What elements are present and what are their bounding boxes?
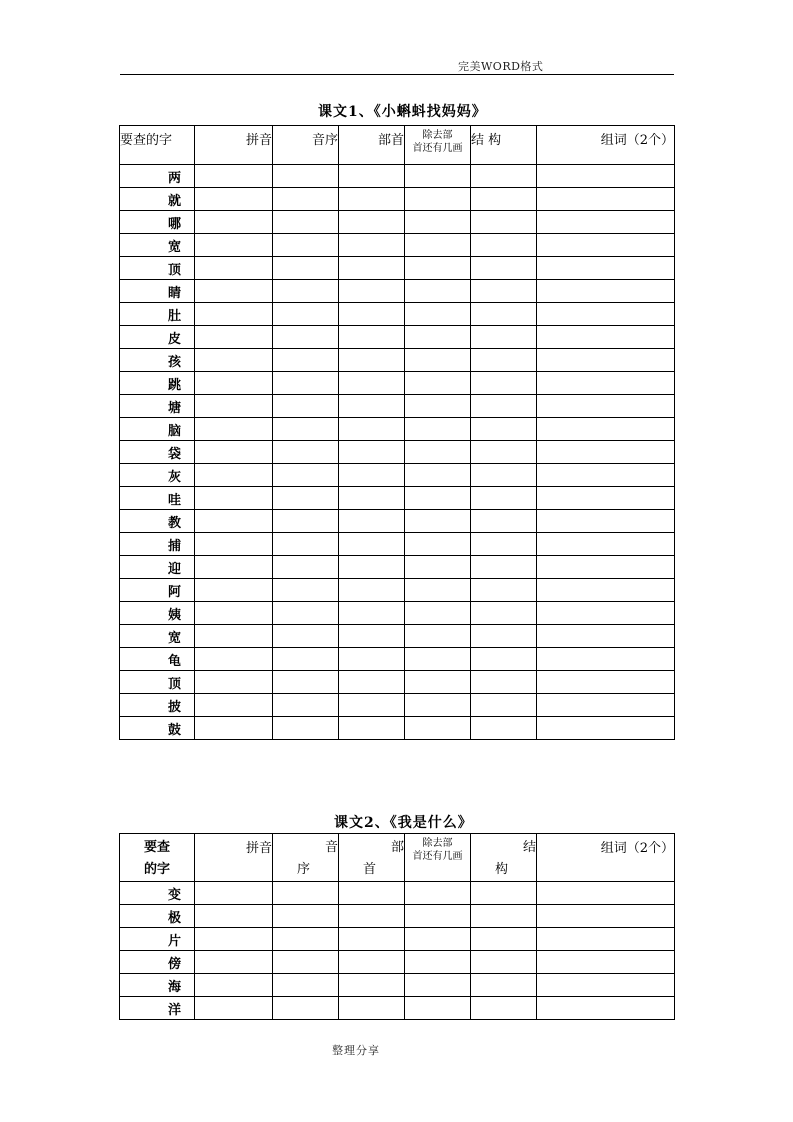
structure-cell[interactable] bbox=[471, 188, 537, 211]
strokes-cell[interactable] bbox=[405, 441, 471, 464]
header-char-line1: 要查 bbox=[143, 840, 170, 855]
pinyin-cell[interactable] bbox=[195, 974, 273, 997]
table-row bbox=[120, 974, 675, 997]
header-order: 音序 bbox=[273, 126, 339, 165]
order-cell[interactable] bbox=[273, 165, 339, 188]
order-cell[interactable] bbox=[273, 487, 339, 510]
strokes-cell[interactable] bbox=[405, 510, 471, 533]
order-cell[interactable] bbox=[273, 974, 339, 997]
strokes-cell[interactable] bbox=[405, 579, 471, 602]
order-cell[interactable] bbox=[273, 648, 339, 671]
pinyin-cell[interactable] bbox=[195, 717, 273, 740]
pinyin-cell[interactable] bbox=[195, 464, 273, 487]
header-char: 要查的字 bbox=[120, 126, 195, 165]
radical-cell[interactable] bbox=[339, 211, 405, 234]
radical-cell[interactable] bbox=[339, 326, 405, 349]
table-row bbox=[120, 625, 675, 648]
radical-cell[interactable] bbox=[339, 625, 405, 648]
char-cell: 片 bbox=[120, 928, 195, 951]
table-row bbox=[120, 905, 675, 928]
char-cell: 变 bbox=[120, 882, 195, 905]
words-cell[interactable] bbox=[537, 882, 675, 905]
header-words: 组词（2个） bbox=[537, 834, 675, 882]
table-row bbox=[120, 717, 675, 740]
order-cell[interactable] bbox=[273, 997, 339, 1020]
strokes-cell[interactable] bbox=[405, 951, 471, 974]
order-cell[interactable] bbox=[273, 326, 339, 349]
table-row bbox=[120, 234, 675, 257]
structure-cell[interactable] bbox=[471, 487, 537, 510]
table-row bbox=[120, 395, 675, 418]
radical-cell[interactable] bbox=[339, 257, 405, 280]
pinyin-cell[interactable] bbox=[195, 510, 273, 533]
char-cell: 海 bbox=[120, 974, 195, 997]
words-cell[interactable] bbox=[537, 533, 675, 556]
lesson2-title: 课文2、《我是什么》 bbox=[334, 815, 473, 831]
table-row bbox=[120, 533, 675, 556]
order-cell[interactable] bbox=[273, 211, 339, 234]
radical-cell[interactable] bbox=[339, 556, 405, 579]
radical-cell[interactable] bbox=[339, 882, 405, 905]
structure-cell[interactable] bbox=[471, 372, 537, 395]
char-cell: 哪 bbox=[120, 211, 195, 234]
strokes-cell[interactable] bbox=[405, 905, 471, 928]
char-cell: 顶 bbox=[120, 257, 195, 280]
order-cell[interactable] bbox=[273, 464, 339, 487]
char-cell: 哇 bbox=[120, 487, 195, 510]
pinyin-cell[interactable] bbox=[195, 303, 273, 326]
table-row bbox=[120, 928, 675, 951]
structure-cell[interactable] bbox=[471, 648, 537, 671]
char-cell: 肚 bbox=[120, 303, 195, 326]
pinyin-cell[interactable] bbox=[195, 928, 273, 951]
table-row bbox=[120, 671, 675, 694]
header-pinyin: 拼音 bbox=[195, 834, 273, 882]
strokes-cell[interactable] bbox=[405, 280, 471, 303]
structure-cell[interactable] bbox=[471, 418, 537, 441]
pinyin-cell[interactable] bbox=[195, 579, 273, 602]
words-cell[interactable] bbox=[537, 487, 675, 510]
order-cell[interactable] bbox=[273, 395, 339, 418]
header-radical-line2: 首 bbox=[363, 862, 377, 877]
pinyin-cell[interactable] bbox=[195, 694, 273, 717]
char-cell: 宽 bbox=[120, 625, 195, 648]
order-cell[interactable] bbox=[273, 625, 339, 648]
header-strokes-line2: 首还有几画 bbox=[412, 851, 463, 862]
structure-cell[interactable] bbox=[471, 671, 537, 694]
words-cell[interactable] bbox=[537, 464, 675, 487]
radical-cell[interactable] bbox=[339, 974, 405, 997]
structure-cell[interactable] bbox=[471, 951, 537, 974]
header-char-line2: 的字 bbox=[143, 862, 170, 877]
char-cell: 鼓 bbox=[120, 717, 195, 740]
header-radical bbox=[339, 834, 405, 882]
radical-cell[interactable] bbox=[339, 165, 405, 188]
header-strokes-line1: 除去部 bbox=[422, 838, 453, 849]
structure-cell[interactable] bbox=[471, 303, 537, 326]
strokes-cell[interactable] bbox=[405, 556, 471, 579]
strokes-cell[interactable] bbox=[405, 303, 471, 326]
order-cell[interactable] bbox=[273, 717, 339, 740]
radical-cell[interactable] bbox=[339, 717, 405, 740]
pinyin-cell[interactable] bbox=[195, 257, 273, 280]
header-strokes bbox=[405, 834, 471, 882]
char-cell: 极 bbox=[120, 905, 195, 928]
words-cell[interactable] bbox=[537, 372, 675, 395]
char-cell: 跳 bbox=[120, 372, 195, 395]
radical-cell[interactable] bbox=[339, 234, 405, 257]
words-cell[interactable] bbox=[537, 395, 675, 418]
radical-cell[interactable] bbox=[339, 487, 405, 510]
words-cell[interactable] bbox=[537, 280, 675, 303]
words-cell[interactable] bbox=[537, 349, 675, 372]
strokes-cell[interactable] bbox=[405, 234, 471, 257]
table-row bbox=[120, 997, 675, 1020]
order-cell[interactable] bbox=[273, 579, 339, 602]
table-row bbox=[120, 882, 675, 905]
lesson2-header-row bbox=[120, 834, 675, 882]
lesson1-title: 课文1、《小蝌蚪找妈妈》 bbox=[318, 104, 487, 120]
char-cell: 捕 bbox=[120, 533, 195, 556]
structure-cell[interactable] bbox=[471, 349, 537, 372]
char-cell: 傍 bbox=[120, 951, 195, 974]
lesson2-table bbox=[119, 833, 675, 1020]
table-row bbox=[120, 326, 675, 349]
table-row bbox=[120, 211, 675, 234]
pinyin-cell[interactable] bbox=[195, 349, 273, 372]
header-strokes-line2: 首还有几画 bbox=[412, 143, 463, 154]
header-structure: 结 构 bbox=[471, 126, 537, 165]
structure-cell[interactable] bbox=[471, 997, 537, 1020]
table-row bbox=[120, 372, 675, 395]
lesson1-header-row bbox=[120, 126, 675, 165]
pinyin-cell[interactable] bbox=[195, 648, 273, 671]
table-row bbox=[120, 349, 675, 372]
strokes-cell[interactable] bbox=[405, 211, 471, 234]
words-cell[interactable] bbox=[537, 951, 675, 974]
order-cell[interactable] bbox=[273, 694, 339, 717]
strokes-cell[interactable] bbox=[405, 671, 471, 694]
radical-cell[interactable] bbox=[339, 464, 405, 487]
table-row bbox=[120, 510, 675, 533]
radical-cell[interactable] bbox=[339, 372, 405, 395]
table-row bbox=[120, 303, 675, 326]
char-cell: 塘 bbox=[120, 395, 195, 418]
char-cell: 阿 bbox=[120, 579, 195, 602]
words-cell[interactable] bbox=[537, 556, 675, 579]
order-cell[interactable] bbox=[273, 188, 339, 211]
pinyin-cell[interactable] bbox=[195, 533, 273, 556]
radical-cell[interactable] bbox=[339, 418, 405, 441]
strokes-cell[interactable] bbox=[405, 188, 471, 211]
radical-cell[interactable] bbox=[339, 349, 405, 372]
table-row bbox=[120, 441, 675, 464]
table-row bbox=[120, 280, 675, 303]
pinyin-cell[interactable] bbox=[195, 418, 273, 441]
structure-cell[interactable] bbox=[471, 602, 537, 625]
structure-cell[interactable] bbox=[471, 928, 537, 951]
words-cell[interactable] bbox=[537, 510, 675, 533]
order-cell[interactable] bbox=[273, 882, 339, 905]
pinyin-cell[interactable] bbox=[195, 280, 273, 303]
strokes-cell[interactable] bbox=[405, 694, 471, 717]
structure-cell[interactable] bbox=[471, 625, 537, 648]
structure-cell[interactable] bbox=[471, 882, 537, 905]
strokes-cell[interactable] bbox=[405, 395, 471, 418]
strokes-cell[interactable] bbox=[405, 717, 471, 740]
radical-cell[interactable] bbox=[339, 395, 405, 418]
char-cell: 皮 bbox=[120, 326, 195, 349]
strokes-cell[interactable] bbox=[405, 372, 471, 395]
pinyin-cell[interactable] bbox=[195, 234, 273, 257]
header-radical-line1: 部 bbox=[390, 840, 404, 855]
strokes-cell[interactable] bbox=[405, 349, 471, 372]
words-cell[interactable] bbox=[537, 188, 675, 211]
radical-cell[interactable] bbox=[339, 533, 405, 556]
header-structure-line2: 构 bbox=[495, 862, 509, 877]
radical-cell[interactable] bbox=[339, 441, 405, 464]
table-row bbox=[120, 602, 675, 625]
table-row bbox=[120, 464, 675, 487]
order-cell[interactable] bbox=[273, 303, 339, 326]
words-cell[interactable] bbox=[537, 211, 675, 234]
table-row bbox=[120, 579, 675, 602]
pinyin-cell[interactable] bbox=[195, 951, 273, 974]
char-cell: 教 bbox=[120, 510, 195, 533]
strokes-cell[interactable] bbox=[405, 625, 471, 648]
structure-cell[interactable] bbox=[471, 211, 537, 234]
table-row bbox=[120, 418, 675, 441]
table-row bbox=[120, 694, 675, 717]
char-cell: 就 bbox=[120, 188, 195, 211]
radical-cell[interactable] bbox=[339, 648, 405, 671]
pinyin-cell[interactable] bbox=[195, 671, 273, 694]
header-radical: 部首 bbox=[339, 126, 405, 165]
structure-cell[interactable] bbox=[471, 326, 537, 349]
words-cell[interactable] bbox=[537, 974, 675, 997]
char-cell: 迎 bbox=[120, 556, 195, 579]
order-cell[interactable] bbox=[273, 234, 339, 257]
header-structure bbox=[471, 834, 537, 882]
structure-cell[interactable] bbox=[471, 974, 537, 997]
words-cell[interactable] bbox=[537, 326, 675, 349]
order-cell[interactable] bbox=[273, 928, 339, 951]
char-cell: 披 bbox=[120, 694, 195, 717]
radical-cell[interactable] bbox=[339, 671, 405, 694]
order-cell[interactable] bbox=[273, 556, 339, 579]
pinyin-cell[interactable] bbox=[195, 441, 273, 464]
char-cell: 宽 bbox=[120, 234, 195, 257]
order-cell[interactable] bbox=[273, 280, 339, 303]
radical-cell[interactable] bbox=[339, 928, 405, 951]
header-order bbox=[273, 834, 339, 882]
words-cell[interactable] bbox=[537, 303, 675, 326]
structure-cell[interactable] bbox=[471, 280, 537, 303]
words-cell[interactable] bbox=[537, 928, 675, 951]
words-cell[interactable] bbox=[537, 579, 675, 602]
pinyin-cell[interactable] bbox=[195, 372, 273, 395]
order-cell[interactable] bbox=[273, 418, 339, 441]
structure-cell[interactable] bbox=[471, 905, 537, 928]
strokes-cell[interactable] bbox=[405, 326, 471, 349]
char-cell: 袋 bbox=[120, 441, 195, 464]
order-cell[interactable] bbox=[273, 349, 339, 372]
radical-cell[interactable] bbox=[339, 188, 405, 211]
radical-cell[interactable] bbox=[339, 997, 405, 1020]
char-cell: 姨 bbox=[120, 602, 195, 625]
words-cell[interactable] bbox=[537, 905, 675, 928]
header-pinyin: 拼音 bbox=[195, 126, 273, 165]
table-row bbox=[120, 257, 675, 280]
char-cell: 脑 bbox=[120, 418, 195, 441]
order-cell[interactable] bbox=[273, 533, 339, 556]
strokes-cell[interactable] bbox=[405, 882, 471, 905]
words-cell[interactable] bbox=[537, 625, 675, 648]
structure-cell[interactable] bbox=[471, 510, 537, 533]
radical-cell[interactable] bbox=[339, 510, 405, 533]
char-cell: 洋 bbox=[120, 997, 195, 1020]
strokes-cell[interactable] bbox=[405, 974, 471, 997]
words-cell[interactable] bbox=[537, 234, 675, 257]
strokes-cell[interactable] bbox=[405, 533, 471, 556]
structure-cell[interactable] bbox=[471, 165, 537, 188]
pinyin-cell[interactable] bbox=[195, 211, 273, 234]
pinyin-cell[interactable] bbox=[195, 625, 273, 648]
lesson1-table bbox=[119, 125, 675, 740]
header-structure-line1: 结 bbox=[522, 840, 536, 855]
header-rule bbox=[120, 74, 674, 75]
header-strokes bbox=[405, 126, 471, 165]
header-order-line1: 音 bbox=[324, 840, 338, 855]
words-cell[interactable] bbox=[537, 997, 675, 1020]
pinyin-cell[interactable] bbox=[195, 395, 273, 418]
order-cell[interactable] bbox=[273, 951, 339, 974]
structure-cell[interactable] bbox=[471, 234, 537, 257]
table-row bbox=[120, 648, 675, 671]
char-cell: 灰 bbox=[120, 464, 195, 487]
radical-cell[interactable] bbox=[339, 694, 405, 717]
header-order-line2: 序 bbox=[297, 862, 311, 877]
structure-cell[interactable] bbox=[471, 556, 537, 579]
radical-cell[interactable] bbox=[339, 905, 405, 928]
table-row bbox=[120, 951, 675, 974]
radical-cell[interactable] bbox=[339, 280, 405, 303]
strokes-cell[interactable] bbox=[405, 257, 471, 280]
table-row bbox=[120, 487, 675, 510]
strokes-cell[interactable] bbox=[405, 997, 471, 1020]
strokes-cell[interactable] bbox=[405, 464, 471, 487]
order-cell[interactable] bbox=[273, 441, 339, 464]
pinyin-cell[interactable] bbox=[195, 882, 273, 905]
radical-cell[interactable] bbox=[339, 579, 405, 602]
words-cell[interactable] bbox=[537, 602, 675, 625]
structure-cell[interactable] bbox=[471, 533, 537, 556]
pinyin-cell[interactable] bbox=[195, 326, 273, 349]
order-cell[interactable] bbox=[273, 671, 339, 694]
pinyin-cell[interactable] bbox=[195, 602, 273, 625]
pinyin-cell[interactable] bbox=[195, 556, 273, 579]
char-cell: 顶 bbox=[120, 671, 195, 694]
pinyin-cell[interactable] bbox=[195, 997, 273, 1020]
strokes-cell[interactable] bbox=[405, 165, 471, 188]
words-cell[interactable] bbox=[537, 165, 675, 188]
pinyin-cell[interactable] bbox=[195, 165, 273, 188]
structure-cell[interactable] bbox=[471, 257, 537, 280]
structure-cell[interactable] bbox=[471, 579, 537, 602]
char-cell: 睛 bbox=[120, 280, 195, 303]
order-cell[interactable] bbox=[273, 602, 339, 625]
words-cell[interactable] bbox=[537, 648, 675, 671]
words-cell[interactable] bbox=[537, 257, 675, 280]
page-header-text: 完美WORD格式 bbox=[458, 60, 544, 73]
order-cell[interactable] bbox=[273, 510, 339, 533]
page-footer-text: 整理分享 bbox=[332, 1044, 380, 1057]
words-cell[interactable] bbox=[537, 441, 675, 464]
radical-cell[interactable] bbox=[339, 303, 405, 326]
structure-cell[interactable] bbox=[471, 464, 537, 487]
table-row bbox=[120, 188, 675, 211]
order-cell[interactable] bbox=[273, 257, 339, 280]
strokes-cell[interactable] bbox=[405, 418, 471, 441]
order-cell[interactable] bbox=[273, 905, 339, 928]
strokes-cell[interactable] bbox=[405, 602, 471, 625]
strokes-cell[interactable] bbox=[405, 928, 471, 951]
char-cell: 孩 bbox=[120, 349, 195, 372]
pinyin-cell[interactable] bbox=[195, 487, 273, 510]
radical-cell[interactable] bbox=[339, 951, 405, 974]
pinyin-cell[interactable] bbox=[195, 905, 273, 928]
words-cell[interactable] bbox=[537, 671, 675, 694]
header-words: 组词（2个） bbox=[537, 126, 675, 165]
strokes-cell[interactable] bbox=[405, 648, 471, 671]
header-strokes-line1: 除去部 bbox=[422, 130, 453, 141]
words-cell[interactable] bbox=[537, 418, 675, 441]
structure-cell[interactable] bbox=[471, 717, 537, 740]
table-row bbox=[120, 556, 675, 579]
structure-cell[interactable] bbox=[471, 694, 537, 717]
order-cell[interactable] bbox=[273, 372, 339, 395]
structure-cell[interactable] bbox=[471, 441, 537, 464]
char-cell: 两 bbox=[120, 165, 195, 188]
table-row bbox=[120, 165, 675, 188]
strokes-cell[interactable] bbox=[405, 487, 471, 510]
structure-cell[interactable] bbox=[471, 395, 537, 418]
radical-cell[interactable] bbox=[339, 602, 405, 625]
words-cell[interactable] bbox=[537, 717, 675, 740]
header-char bbox=[120, 834, 195, 882]
words-cell[interactable] bbox=[537, 694, 675, 717]
char-cell: 龟 bbox=[120, 648, 195, 671]
pinyin-cell[interactable] bbox=[195, 188, 273, 211]
